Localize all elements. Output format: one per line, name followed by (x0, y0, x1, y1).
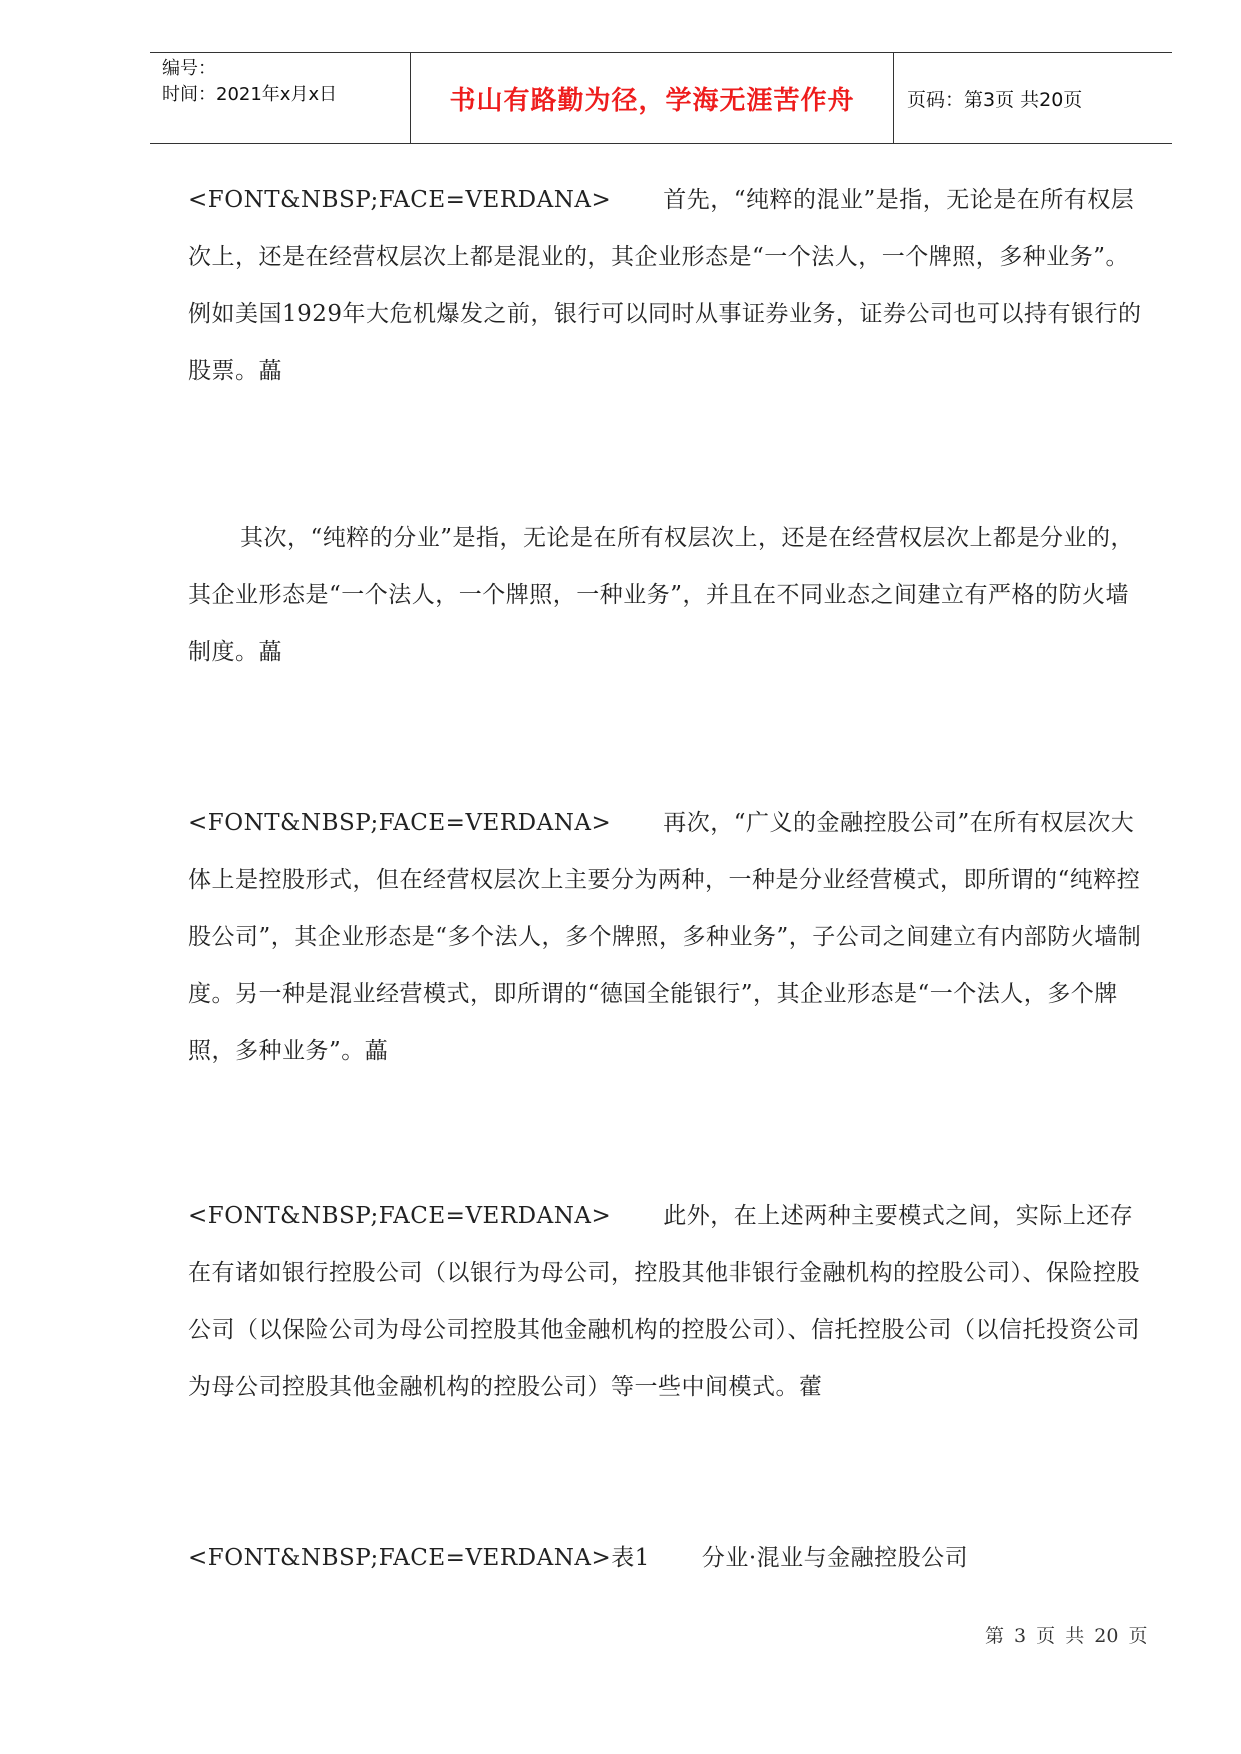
document-number-label: 编号： (162, 58, 216, 79)
page-header (150, 52, 1172, 144)
header-meta (162, 56, 402, 108)
paragraph-text: 首先，“纯粹的混业”是指，无论是在所有权层次上，还是在经营权层次上都是混业的，其企业形态是“一个法人，一个牌照，多种业务”。例如美国1929年大危机爆发之前，银行可以同时从事证券业务，证券公司也可以持有银行的股票。藟 (188, 187, 1142, 384)
paragraph-text: 此外，在上述两种主要模式之间，实际上还存在有诸如银行控股公司（以银行为母公司，控股其他非银行金融机构的控股公司）、保险控股公司（以保险公司为母公司控股其他金融机构的控股公司）、信托控股公司（以信托投资公司为母公司控股其他金融机构的控股公司）等一些中间模式。藿 (188, 1203, 1140, 1400)
paragraph-lead: <FONT&NBSP;FACE=VERDANA> (188, 187, 612, 213)
paragraph-text: 其次，“纯粹的分业”是指，无论是在所有权层次上，还是在经营权层次上都是分业的，其企业形态是“一个法人，一个牌照，一种业务”，并且在不同业态之间建立有严格的防火墙制度。藟 (188, 525, 1135, 665)
table-caption (188, 1530, 1148, 1587)
document-time-label: 时间：2021年x月x日 (162, 84, 338, 105)
page-footer: 第 3 页 共 20 页 (985, 1625, 1148, 1647)
paragraph-text: 分业·混业与金融控股公司 (701, 1545, 969, 1571)
paragraph-3 (188, 795, 1148, 1080)
header-page-info: 页码：第3页 共20页 (907, 88, 1083, 111)
paragraph-2 (188, 510, 1148, 681)
paragraph-1 (188, 172, 1148, 400)
paragraph-lead: <FONT&NBSP;FACE=VERDANA> (188, 810, 612, 836)
paragraph-text: 再次，“广义的金融控股公司”在所有权层次大体上是控股形式，但在经营权层次上主要分为两种，一种是分业经营模式，即所谓的“纯粹控股公司”，其企业形态是“多个法人，多个牌照，多种业务”，子公司之间建立有内部防火墙制度。另一种是混业经营模式，即所谓的“德国全能银行”，其企业形态是“一个法人，多个牌照，多种业务”。藟 (188, 810, 1142, 1064)
paragraph-lead: <FONT&NBSP;FACE=VERDANA> (188, 1203, 612, 1229)
header-divider (893, 53, 894, 143)
header-divider (410, 53, 411, 143)
paragraph-4 (188, 1188, 1148, 1416)
header-motto: 书山有路勤为径，学海无涯苦作舟 (449, 85, 855, 116)
paragraph-lead: <FONT&NBSP;FACE=VERDANA>表1 (188, 1545, 650, 1571)
